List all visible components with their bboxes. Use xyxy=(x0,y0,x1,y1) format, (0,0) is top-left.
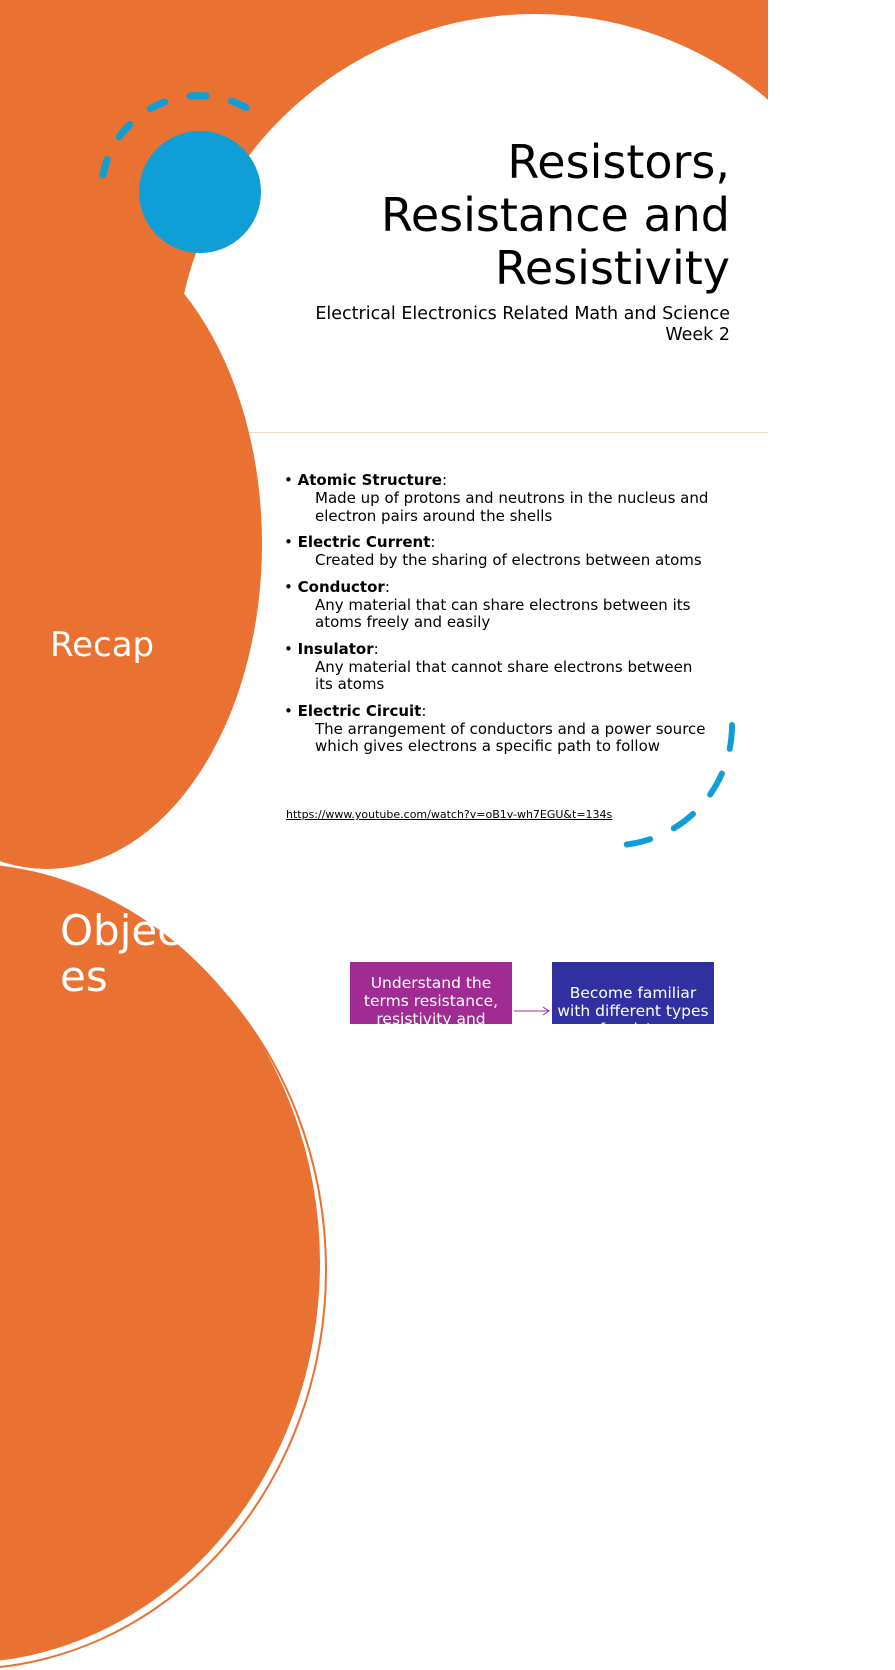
bullet-term: Electric Circuit xyxy=(297,701,422,720)
list-item: • Electric Current: Created by the sharing of electrons between atoms xyxy=(284,533,714,570)
subtitle-line: Week 2 xyxy=(665,325,730,345)
bullet-term: Electric Current xyxy=(297,533,431,551)
subtitle-line: Electrical Electronics Related Math and Science xyxy=(315,304,730,324)
list-item: • Electric Circuit: The arrangement of conductors and a power source which gives electrons a specific path to follow xyxy=(284,702,714,756)
objectives-title: Objectives xyxy=(60,906,234,1001)
blue-circle-decoration xyxy=(139,131,261,253)
bullet-term: Insulator xyxy=(297,639,374,658)
list-item: • Conductor: Any material that can share electrons between its atoms freely and easily xyxy=(284,578,714,632)
bullet-description: Created by the sharing of electrons between atoms xyxy=(315,551,702,569)
bullet-description: Made up of protons and neutrons in the nucleus and electron pairs around the shells xyxy=(315,489,709,525)
arrow-right-icon xyxy=(512,1004,554,1018)
slide-title xyxy=(290,136,730,295)
title-line: Resistivity xyxy=(495,241,730,295)
title-line: Resistors, xyxy=(507,135,730,189)
bullet-term: Atomic Structure xyxy=(297,471,442,489)
bullet-term: Conductor xyxy=(297,577,385,596)
bullet-description: Any material that cannot share electrons between its atoms xyxy=(315,657,693,693)
slide-subtitle xyxy=(210,304,730,346)
youtube-link[interactable]: https://www.youtube.com/watch?v=oB1v-wh7EGU&t=134s xyxy=(286,808,613,821)
objective-box: Understand the terms resistance, resistivity and xyxy=(350,962,512,1024)
list-item: • Atomic Structure: Made up of protons and neutrons in the nucleus and electron pairs around the shells xyxy=(284,471,714,525)
bullet-description: Any material that can share electrons between its atoms freely and easily xyxy=(315,595,691,631)
objective-box: Become familiar with different types of resistors xyxy=(552,962,714,1024)
recap-bullet-list xyxy=(284,471,714,764)
bullet-description: The arrangement of conductors and a power source which gives electrons a specific path to follow xyxy=(315,719,706,755)
recap-title: Recap xyxy=(50,625,155,665)
list-item: • Insulator: Any material that cannot share electrons between its atoms xyxy=(284,640,714,694)
title-line: Resistance and xyxy=(380,188,730,242)
